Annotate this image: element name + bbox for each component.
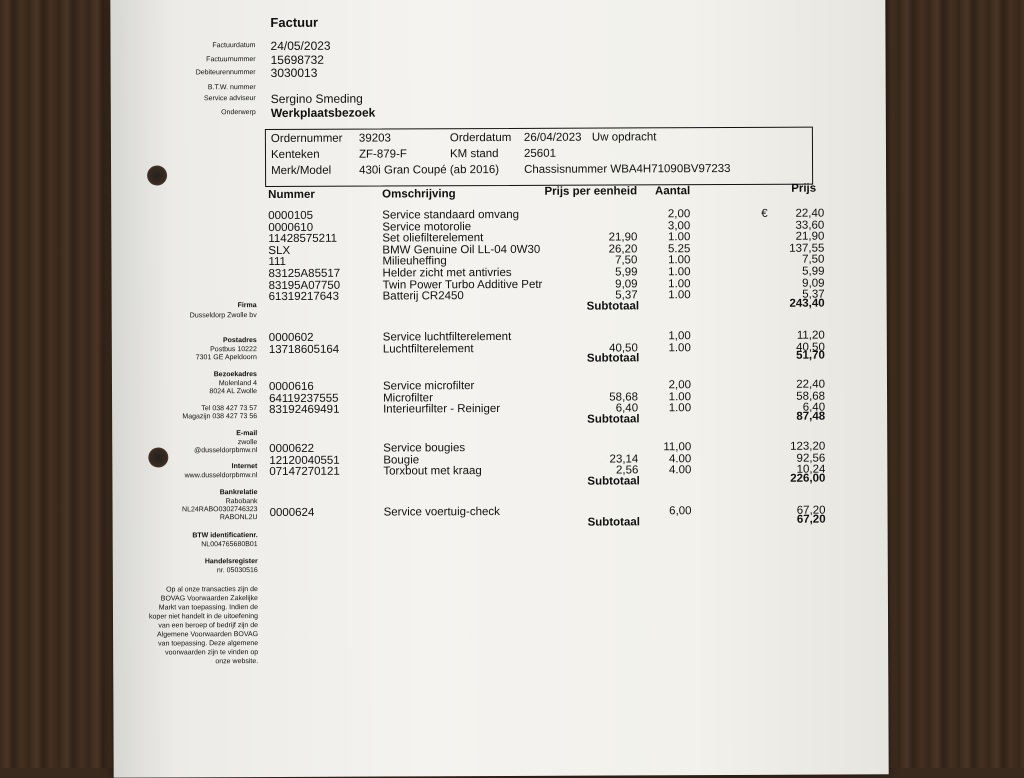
item-total: 33,60 <box>795 219 825 232</box>
item-unit-price: 26,20 <box>608 243 638 256</box>
subtotal-value: 87,48 <box>796 410 826 423</box>
item-description: Helder zicht met antivries <box>382 266 512 280</box>
item-number: 12120040551 <box>269 454 340 467</box>
item-unit-price: 40,50 <box>609 341 638 355</box>
item-quantity: 4.00 <box>668 452 692 465</box>
item-number: 83192469491 <box>269 403 340 417</box>
item-quantity: 1.00 <box>668 277 691 290</box>
invoice-title: Factuur <box>270 14 319 30</box>
item-description: Service luchtfilterelement <box>382 330 512 344</box>
item-quantity: 2,00 <box>667 208 691 221</box>
item-description: Set oliefilterelement <box>382 232 484 245</box>
subtotal-label: Subtotaal <box>587 475 640 488</box>
item-quantity: 3,00 <box>667 219 691 232</box>
punch-hole-icon <box>147 165 167 185</box>
email-line-2: @dusseldorpbmw.nl <box>194 447 258 455</box>
item-description: Service standaard omvang <box>382 208 520 222</box>
item-description: Microfilter <box>383 391 433 405</box>
invoice-sheet <box>110 0 888 778</box>
field-value: 15698732 <box>270 52 324 67</box>
item-number: 0000622 <box>269 442 315 456</box>
handelsregister-heading: Handelsregister <box>204 558 258 566</box>
col-header-omschrijving: Omschrijving <box>382 188 456 201</box>
item-quantity: 1.00 <box>668 390 692 403</box>
field-label: Factuurnummer <box>206 56 256 64</box>
item-number: 111 <box>268 256 286 269</box>
item-total: 22,40 <box>796 378 826 391</box>
bankrelatie-heading: Bankrelatie <box>219 489 258 497</box>
firma-heading: Firma <box>237 302 257 310</box>
item-number: SLX <box>268 244 291 257</box>
item-quantity: 1.00 <box>668 254 691 267</box>
item-quantity: 11,00 <box>663 441 692 454</box>
item-description: Batterij CR2450 <box>382 290 464 303</box>
item-number: 64119237555 <box>269 392 339 405</box>
order-info-box <box>265 127 813 187</box>
bank-line-1: Rabobank <box>225 498 258 506</box>
item-quantity: 1,00 <box>668 330 691 343</box>
chassis-value: Chassisnummer WBA4H71090BV97233 <box>524 162 731 176</box>
item-unit-price: 9,09 <box>615 277 638 291</box>
item-total: 5,99 <box>802 265 825 278</box>
kenteken-label: Kenteken <box>270 148 320 161</box>
orderdatum-value: 26/04/2023 <box>523 131 582 144</box>
item-total: 11,20 <box>796 329 825 342</box>
item-description: Twin Power Turbo Additive Petr <box>382 278 543 292</box>
item-unit-price: 5,99 <box>615 266 638 279</box>
item-number: 07147270121 <box>269 465 340 479</box>
item-total: 58,68 <box>796 390 826 403</box>
item-total: 137,55 <box>789 242 825 255</box>
field-value: Sergino Smeding <box>270 91 363 106</box>
bezoekadres-heading: Bezoekadres <box>213 371 257 379</box>
telefoon: Tel 038 427 73 57 <box>201 405 258 413</box>
ordernummer-label: Ordernummer <box>270 132 343 145</box>
item-quantity: 5.25 <box>667 242 691 256</box>
item-unit-price: 6,40 <box>615 402 639 415</box>
item-quantity: 1.00 <box>668 402 692 415</box>
handelsregister-value: nr. 05030516 <box>216 567 258 575</box>
item-number: 13718605164 <box>268 343 340 356</box>
internet-value: www.dusseldorpbmw.nl <box>184 472 258 480</box>
bezoekadres-line-1: Molenland 4 <box>218 380 258 388</box>
item-total: 67,20 <box>796 504 826 517</box>
item-quantity: 1.00 <box>668 341 691 354</box>
currency-symbol: € <box>761 207 768 220</box>
col-header-prijs-eenheid: Prijs per eenheid <box>544 185 638 198</box>
postadres-line-2: 7301 GE Apeldoorn <box>195 354 257 362</box>
uw-opdracht-label: Uw opdracht <box>591 131 657 144</box>
field-value: 3030013 <box>270 65 318 80</box>
item-description: Service motorolie <box>382 220 472 234</box>
item-quantity: 1.00 <box>667 231 691 244</box>
item-total: 92,56 <box>796 452 826 465</box>
subtotal-value: 226,00 <box>790 472 826 485</box>
item-description: Luchtfilterelement <box>382 342 474 356</box>
bezoekadres-line-2: 8024 AL Zwolle <box>209 388 258 396</box>
field-label: Service adviseur <box>203 95 256 103</box>
firma-value: Dusseldorp Zwolle bv <box>189 312 257 320</box>
bank-iban: NL24RABO0302746323 <box>182 506 258 514</box>
field-value: 24/05/2023 <box>270 38 331 53</box>
item-total: 9,09 <box>802 277 825 290</box>
subtotal-label: Subtotaal <box>587 413 640 426</box>
magazijn-telefoon: Magazijn 038 427 73 56 <box>182 413 258 421</box>
item-description: Service bougies <box>383 442 466 455</box>
item-description: Milieuheffing <box>382 255 447 268</box>
item-number: 11428575211 <box>268 232 338 246</box>
item-unit-price: 21,90 <box>608 231 638 244</box>
item-number: 0000616 <box>268 380 314 394</box>
item-description: Service microfilter <box>382 380 475 393</box>
item-number: 83125A85517 <box>268 267 341 281</box>
subtotal-label: Subtotaal <box>586 300 640 313</box>
kmstand-label: KM stand <box>449 148 499 161</box>
btw-id-heading: BTW identificatienr. <box>192 532 258 540</box>
col-header-nummer: Nummer <box>268 188 315 202</box>
kmstand-value: 25601 <box>523 147 556 160</box>
subtotal-value: 243,40 <box>789 297 825 310</box>
item-description: Service voertuig-check <box>383 505 500 519</box>
item-total: 40,50 <box>796 341 825 354</box>
item-number: 83195A07750 <box>268 279 341 292</box>
item-total: 10,24 <box>796 463 826 476</box>
item-quantity: 2,00 <box>668 379 692 392</box>
field-label: B.T.W. nummer <box>207 84 256 92</box>
item-quantity: 1.00 <box>668 266 691 279</box>
item-number: 0000105 <box>268 209 314 223</box>
item-description: Torxbout met kraag <box>383 465 482 478</box>
email-heading: E-mail <box>236 430 258 438</box>
item-description: Interieurfilter - Reiniger <box>383 403 501 416</box>
item-total: 7,50 <box>802 253 825 267</box>
terms-text: Op al onze transacties zijn de BOVAG Voorwaarden Zakelijke Markt van toepassing. Indien de koper niet handelt in de uitoefening van een beroep of bedrijf zijn de Algemene Voorwaarden BOVAG van toepassing. Deze algemene voorwaarden zijn te vinden op onze website. <box>149 586 259 666</box>
item-quantity: 4.00 <box>668 464 692 477</box>
item-unit-price: 58,68 <box>609 390 639 404</box>
table-row <box>112 288 887 303</box>
item-number: 0000624 <box>269 506 315 520</box>
col-header-prijs: Prijs <box>791 182 817 195</box>
postadres-line-1: Postbus 10222 <box>210 346 257 354</box>
item-total: 6,40 <box>802 401 826 414</box>
kenteken-value: ZF-879-F <box>358 148 407 161</box>
postadres-heading: Postadres <box>222 337 257 345</box>
item-number: 0000602 <box>268 331 314 345</box>
item-unit-price: 23,14 <box>609 452 639 466</box>
field-value: Werkplaatsbezoek <box>270 105 376 120</box>
field-label: Debiteurennummer <box>195 69 256 77</box>
bank-bic: RABONL2U <box>219 514 258 522</box>
email-line-1: zwolle <box>237 439 258 447</box>
item-unit-price: 7,50 <box>615 254 638 267</box>
subtotal-label: Subtotaal <box>587 515 641 529</box>
item-total: 21,90 <box>795 230 825 243</box>
item-number: 0000610 <box>268 221 314 234</box>
item-total: 5,37 <box>802 288 825 301</box>
field-label: Factuurdatum <box>212 42 256 50</box>
internet-heading: Internet <box>231 463 258 471</box>
subtotal-label: Subtotaal <box>586 352 640 365</box>
item-total: 123,20 <box>790 440 826 453</box>
col-header-aantal: Aantal <box>654 185 691 198</box>
subtotal-value: 51,70 <box>796 349 825 362</box>
subtotal-value: 67,20 <box>796 513 826 526</box>
item-description: BMW Genuine Oil LL-04 0W30 <box>382 243 541 257</box>
item-quantity: 6,00 <box>669 505 692 518</box>
item-unit-price: 2,56 <box>615 464 639 477</box>
item-total: 22,40 <box>795 207 825 220</box>
field-label: Onderwerp <box>221 109 256 117</box>
item-number: 61319217643 <box>268 290 339 304</box>
merk-value: 430i Gran Coupé (ab 2016) <box>359 163 500 177</box>
item-unit-price: 5,37 <box>615 289 638 302</box>
merk-label: Merk/Model <box>271 164 332 177</box>
btw-id-value: NL004765680B01 <box>201 541 258 549</box>
item-description: Bougie <box>383 453 420 467</box>
orderdatum-label: Orderdatum <box>449 131 512 145</box>
ordernummer-value: 39203 <box>358 132 391 145</box>
item-quantity: 1.00 <box>668 289 691 302</box>
